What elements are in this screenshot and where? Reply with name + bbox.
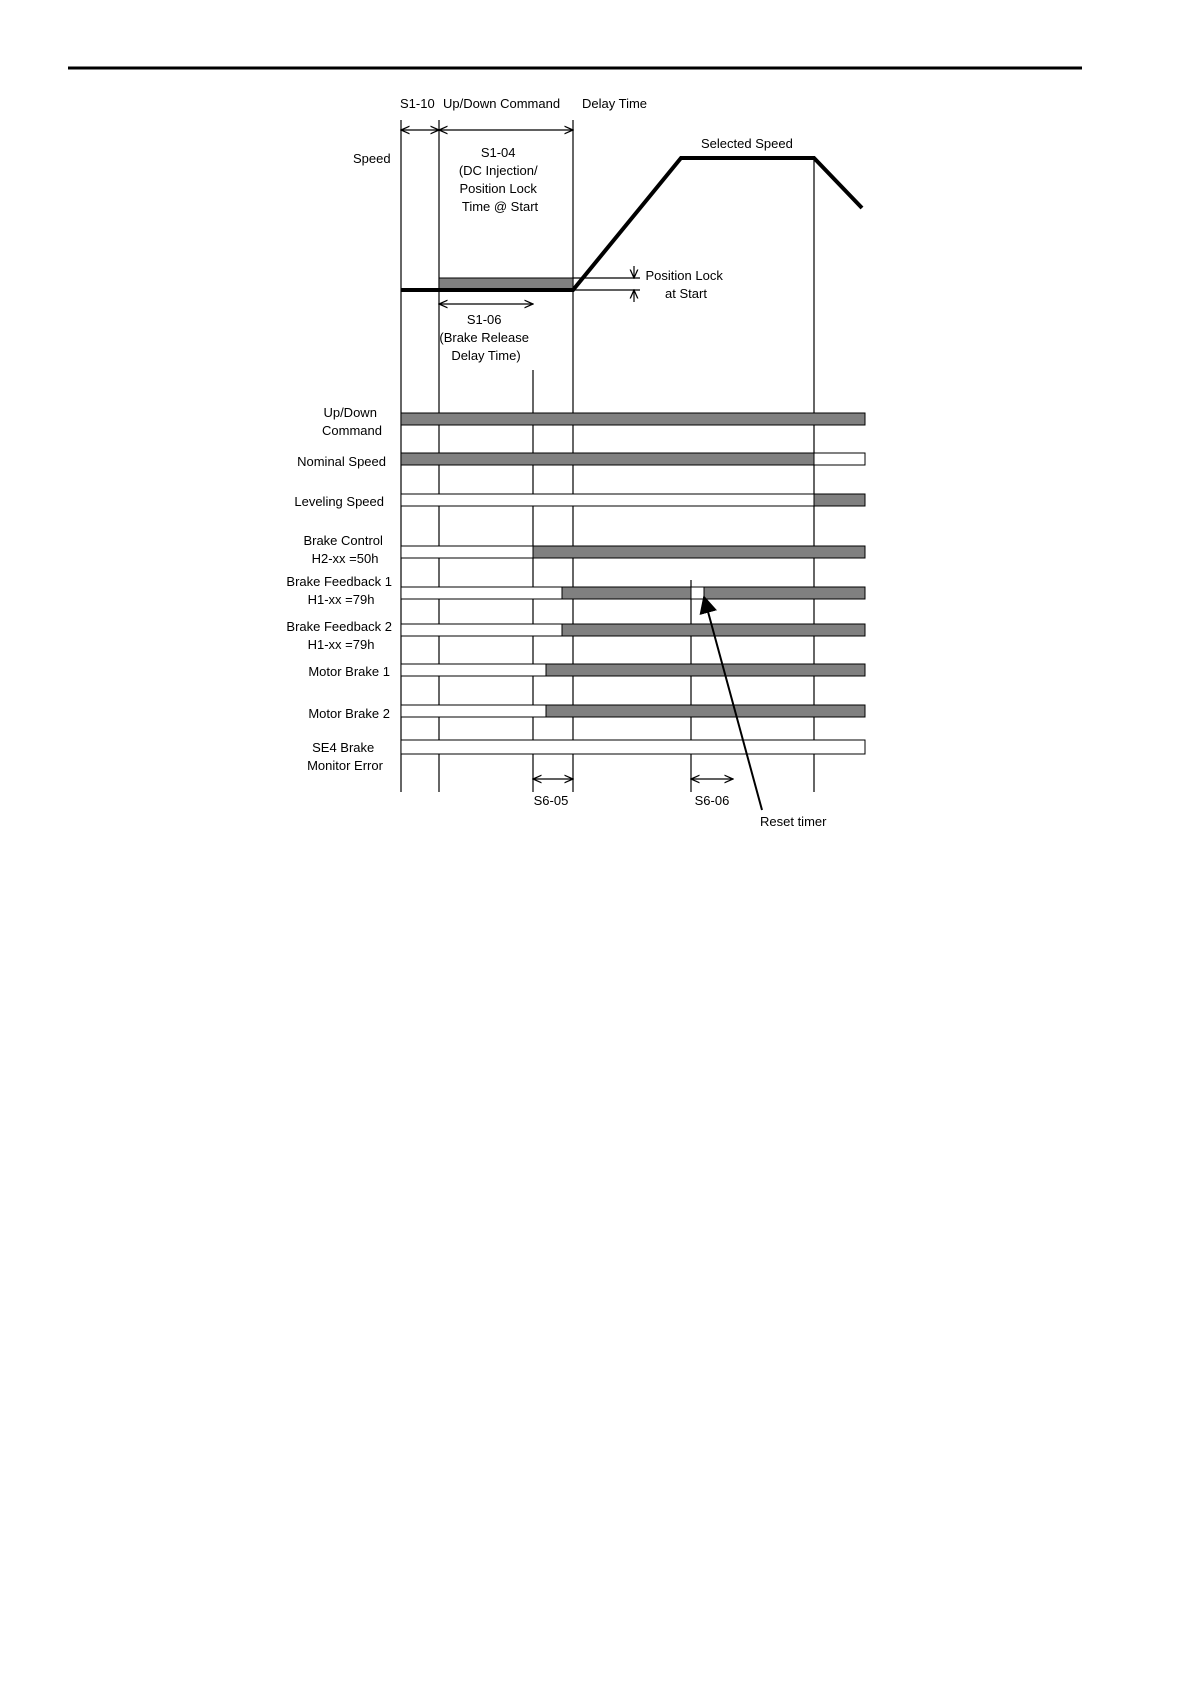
motor-brake-1-signal-off: [401, 664, 546, 676]
brake-control-signal-on: [533, 546, 865, 558]
position-lock-line-2: at Start: [665, 286, 707, 301]
brake-control-signal-off: [401, 546, 533, 558]
s1-10-label: S1-10: [400, 96, 435, 111]
speed-axis-label: Speed: [353, 151, 391, 166]
s1-06-line-1: S1-06: [466, 312, 502, 327]
s1-04-line-2: (DC Injection/: [458, 163, 538, 178]
updown-line-2: Command: [322, 423, 382, 438]
updown-command-label: [322, 405, 382, 438]
brake-feedback-2-line-2: H1-xx =79h: [307, 637, 375, 652]
position-lock-line-1: Position Lock: [645, 268, 723, 283]
s6-06-label: S6-06: [694, 793, 730, 808]
brake-feedback-1-signal-on: [562, 587, 691, 599]
brake-feedback-1-label: [286, 574, 395, 607]
delay-time-label: Delay Time: [582, 96, 648, 111]
position-lock-label: [646, 268, 727, 301]
motor-brake-2-signal-on: [546, 705, 865, 717]
s1-04-label: [459, 145, 541, 214]
nominal-speed-signal-off: [814, 453, 865, 465]
leveling-speed-label: Leveling Speed: [294, 494, 384, 509]
leveling-speed-signal-on: [814, 494, 865, 506]
position-lock-dimension: [573, 266, 640, 302]
motor-brake-2-signal-off: [401, 705, 546, 717]
brake-control-line-2: H2-xx =50h: [311, 551, 379, 566]
brake-feedback-1-signal-off: [401, 587, 562, 599]
s1-04-line-4: Time @ Start: [461, 199, 539, 214]
s1-06-line-2: (Brake Release: [439, 330, 529, 345]
brake-feedback-2-line-1: Brake Feedback 2: [286, 619, 392, 634]
brake-feedback-1-line-1: Brake Feedback 1: [286, 574, 392, 589]
s1-04-line-1: S1-04: [480, 145, 516, 160]
s6-05-label: S6-05: [533, 793, 569, 808]
brake-feedback-2-signal-off: [401, 624, 562, 636]
se4-line-1: SE4 Brake: [312, 740, 375, 755]
brake-feedback-1-signal-on-2: [704, 587, 865, 599]
motor-brake-1-label: Motor Brake 1: [308, 664, 390, 679]
reset-timer-label: Reset timer: [760, 814, 827, 829]
leveling-speed-signal-off: [401, 494, 814, 506]
se4-brake-error-signal: [401, 740, 865, 754]
se4-brake-error-label: [307, 740, 384, 773]
s1-06-line-3: Delay Time): [451, 348, 521, 363]
nominal-speed-signal-on: [401, 453, 814, 465]
brake-feedback-1-signal-glitch: [691, 587, 704, 599]
brake-control-label: [303, 533, 386, 566]
brake-feedback-1-line-2: H1-xx =79h: [307, 592, 375, 607]
brake-feedback-2-label: [286, 619, 395, 652]
s1-04-line-3: Position Lock: [459, 181, 537, 196]
s1-06-label: [439, 312, 532, 363]
updown-command-signal: [401, 413, 865, 425]
motor-brake-2-label: Motor Brake 2: [308, 706, 390, 721]
updown-delay-label: Up/Down Command: [443, 96, 561, 111]
motor-brake-1-signal-on: [546, 664, 865, 676]
se4-line-2: Monitor Error: [307, 758, 383, 773]
nominal-speed-label: Nominal Speed: [297, 454, 386, 469]
selected-speed-label: Selected Speed: [701, 136, 793, 151]
updown-line-1: Up/Down: [323, 405, 377, 420]
brake-control-line-1: Brake Control: [303, 533, 383, 548]
